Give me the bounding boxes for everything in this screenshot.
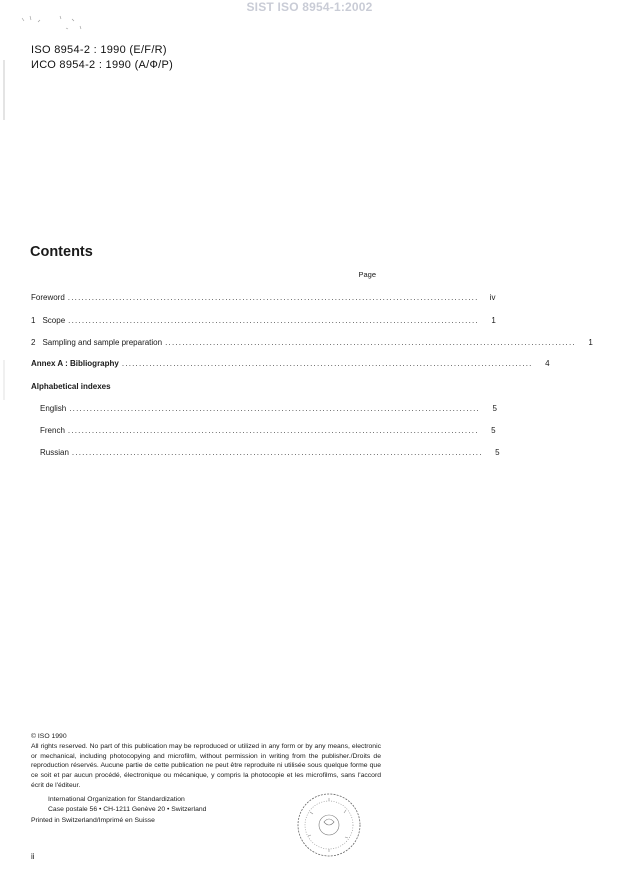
scan-artifact-marks (20, 10, 110, 40)
toc-leader-dots: ........................................................................................................................ (71, 448, 483, 457)
toc-leader-dots: ........................................................................................................................ (68, 316, 479, 325)
toc-index-russian[interactable] (40, 448, 500, 459)
official-stamp-seal-icon (296, 792, 362, 858)
toc-leader-dots: ........................................................................................................................ (165, 338, 576, 347)
toc-index-french[interactable] (40, 426, 496, 437)
toc-leader-dots: ........................................................................................................................ (67, 293, 479, 302)
copyright-block (31, 732, 381, 791)
header-standard-number: ISO 8954-2 : 1990 (E/F/R) (31, 44, 167, 56)
toc-entry-label: Sampling and sample preparation (42, 338, 163, 347)
header-standard-number-russian: ИСО 8954-2 : 1990 (А/Ф/Р) (31, 59, 174, 71)
toc-entry-label: French (40, 426, 65, 435)
page-number: ii (31, 852, 35, 861)
toc-entry-page: iv (489, 293, 496, 302)
toc-entry-label: Foreword (31, 293, 65, 302)
toc-entry-annex-a[interactable] (31, 359, 550, 370)
toc-entry-label: English (40, 404, 67, 413)
toc-leader-dots: ........................................................................................................................ (69, 404, 480, 413)
toc-entry-label: Scope (42, 316, 66, 325)
toc-leader-dots: ........................................................................................................................ (67, 426, 479, 435)
scan-left-edge (3, 60, 5, 860)
printed-in-notice: Printed in Switzerland/Imprimé en Suisse (31, 817, 155, 824)
toc-entry-page: 5 (495, 448, 500, 457)
toc-entry-page: 4 (545, 359, 550, 368)
toc-leader-dots: ........................................................................................................................ (121, 359, 533, 368)
page-column-label: Page (358, 270, 376, 279)
rights-statement: All rights reserved. No part of this publication may be reproduced or utilized in any form or by any means, electronic or mechanical, including photocopying and microfilm, without permission in writing from the publisher./Droits de reproduction réservés. Aucune partie de cette publication ne peut être reproduite ni utilisée sous quelque forme que ce soit et par aucun procédé, électronique ou mécanique, y compris la photocopie et les microfilms, sans l'accord écrit de l'éditeur. (31, 742, 381, 789)
contents-title: Contents (30, 244, 93, 260)
copyright-notice: © ISO 1990 (31, 733, 67, 740)
toc-entry-scope[interactable] (31, 316, 496, 327)
toc-entry-foreword[interactable] (31, 293, 496, 304)
toc-entry-sampling[interactable] (31, 338, 593, 349)
publisher-address (48, 795, 206, 815)
organization-address: Case postale 56 • CH-1211 Genève 20 • Switzerland (48, 805, 207, 813)
watermark: SIST ISO 8954-1:2002 (246, 0, 373, 14)
toc-entry-number: 1 (31, 316, 36, 325)
toc-entry-label: Russian (40, 448, 69, 457)
alphabetical-indexes-heading: Alphabetical indexes (31, 382, 111, 391)
toc-entry-number: 2 (31, 338, 36, 347)
toc-entry-label: Annex A : Bibliography (31, 359, 119, 368)
toc-entry-page: 1 (588, 338, 593, 347)
organization-name: International Organization for Standardization (48, 796, 185, 803)
toc-entry-page: 1 (491, 316, 496, 325)
toc-index-english[interactable] (40, 404, 497, 415)
toc-entry-page: 5 (492, 404, 497, 413)
toc-entry-page: 5 (491, 426, 496, 435)
